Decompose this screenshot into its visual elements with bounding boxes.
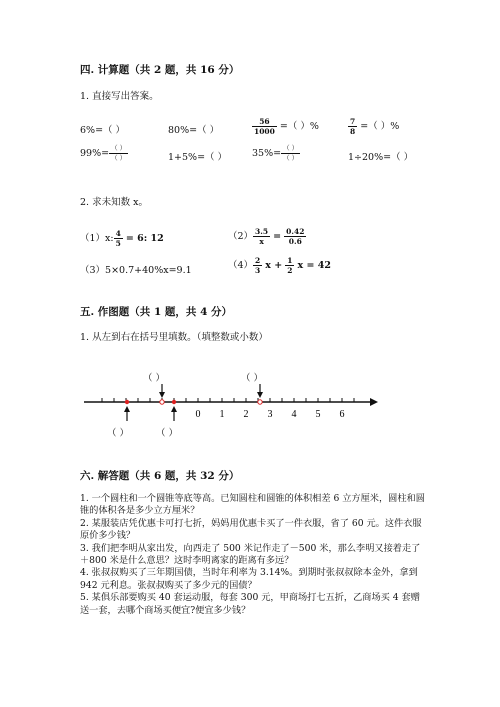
question-5: 5. 某俱乐部要购买 40 套运动服，每套 300 元，甲商场打七五折，乙商场买 4 套赠送一套，去哪个商场买便宜?便宜多少钱？ [80, 592, 420, 616]
calc-item-56-over-1000: $\frac{56}{1000}$ =（ ）% [254, 117, 319, 136]
tick-label-0: 0 [195, 409, 201, 420]
equation-2: （2） $\frac{3.5}{x}$ = $\frac{0.42}{0.6}$ [228, 227, 305, 246]
calc-item-80pct: 80%=（ ） [168, 125, 220, 136]
section4-q1-prompt: 1. 直接写出答案。 [80, 91, 159, 102]
tick-label-4: 4 [291, 409, 297, 420]
calc-item-35pct: 35%= $\frac{( )}{( )}$ [252, 144, 299, 162]
section4-q2-prompt: 2. 求未知数 x。 [80, 197, 148, 208]
equation-3: （3）5×0.7+40%x=9.1 [80, 265, 192, 276]
blank-bottom-right[interactable]: （ ） [156, 428, 179, 439]
section5-title: 五. 作图题（共 1 题，共 4 分） [80, 306, 233, 318]
question-3: 3. 我们把李明从家出发，向西走了 500 米记作走了－500 米，那么李明又接着走了＋800 米是什么意思？这时李明离家的距离有多远？ [80, 542, 421, 567]
question-1: 1. 一个圆柱和一个圆锥等底等高。已知圆柱和圆锥的体积相差 6 立方厘米，圆柱和圆锥的体积各是多少立方厘米？ [80, 493, 425, 517]
question-2: 2. 某服装店凭优惠卡可打七折，妈妈用优惠卡买了一件衣服，省了 60 元。这件衣服原价多少钱？ [80, 517, 422, 542]
arrowhead-down-left [159, 392, 165, 398]
tick-label-6: 6 [339, 409, 345, 420]
section6-title: 六. 解答题（共 6 题，共 32 分） [80, 470, 240, 482]
tick-label-5: 5 [315, 409, 321, 420]
arrowhead-up-right [171, 406, 177, 412]
red-point-a [125, 400, 129, 404]
calc-item-6pct: 6%=（ ） [80, 125, 126, 136]
number-line-arrowhead [370, 398, 378, 406]
equation-1: （1）x: $\frac{4}{5}$ = 6: 12 [80, 229, 164, 248]
arrowhead-down-right [257, 392, 263, 398]
calc-item-1-div-20pct: 1÷20%=（ ） [348, 152, 414, 163]
blank-bottom-left[interactable]: （ ） [107, 428, 130, 439]
red-point-b [160, 400, 164, 404]
calc-item-7-over-8: $\frac{7}{8}$ =（ ）% [350, 117, 400, 136]
question-4: 4. 张叔叔购买了三年期国债，当时年利率为 3.14%。到期时张叔叔除本金外，拿到 942 元利息。张叔叔购买了多少元的国债？ [80, 567, 418, 591]
red-point-c [172, 400, 176, 404]
section5-q1-prompt: 1. 从左到右在括号里填数。（填整数或小数） [80, 332, 268, 343]
calc-item-99pct: 99%= $\frac{( )}{( )}$ [80, 144, 127, 162]
arrowhead-up-left [124, 406, 130, 412]
tick-label-1: 1 [219, 409, 225, 420]
section6-questions [80, 493, 425, 617]
red-point-d [258, 400, 262, 404]
section4-title: 四. 计算题（共 2 题，共 16 分） [80, 64, 240, 76]
blank-top-right[interactable]: （ ） [241, 373, 264, 384]
equation-4: （4） $\frac{2}{3}$ x + $\frac{1}{2}$ x = 42 [228, 256, 331, 275]
tick-label-3: 3 [267, 409, 273, 420]
calc-item-1-plus-5pct: 1+5%=（ ） [168, 152, 228, 163]
tick-label-2: 2 [243, 409, 249, 420]
blank-top-left[interactable]: （ ） [143, 373, 166, 384]
